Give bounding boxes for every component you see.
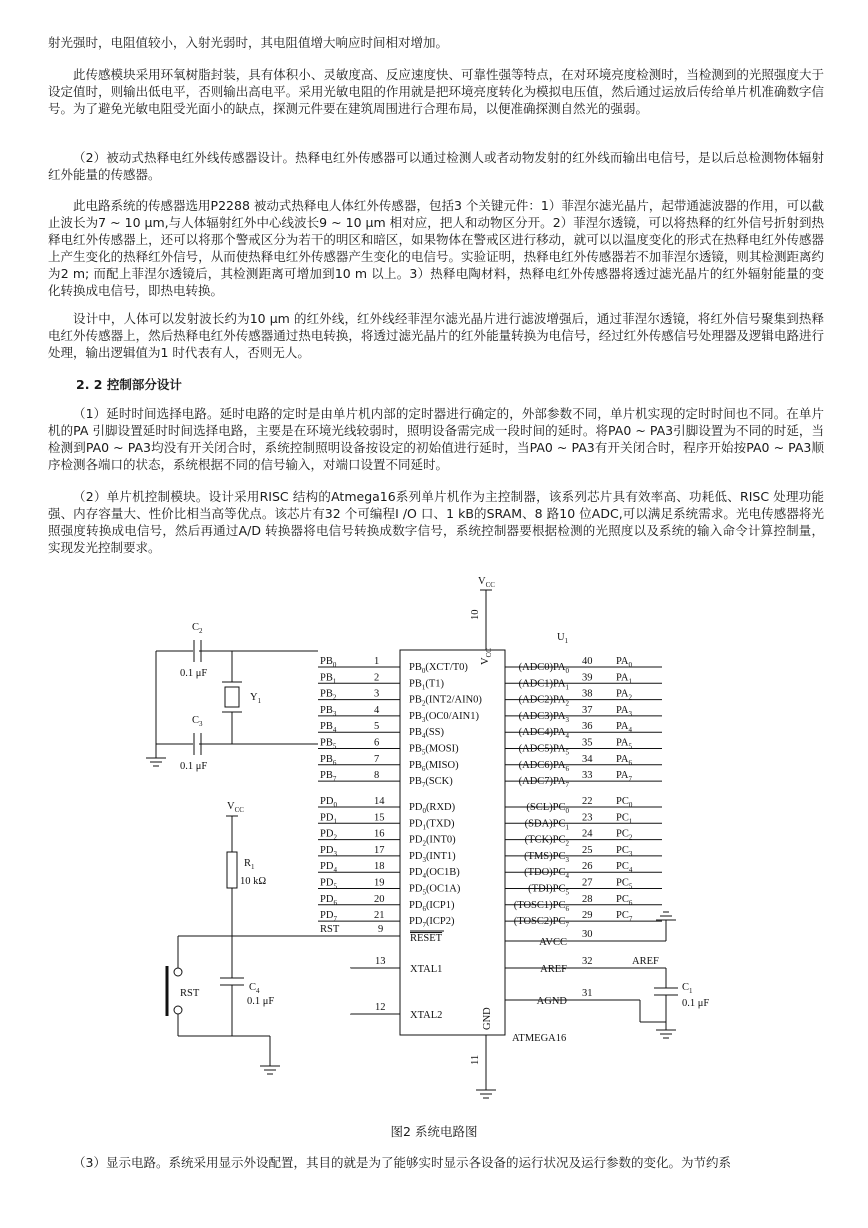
pin-number: 23: [582, 812, 593, 824]
net-label: $PB_0$: [320, 656, 337, 669]
pin-function: $PB_3(OC0/AIN1)$: [409, 710, 480, 724]
pin-number: 16: [374, 828, 385, 840]
pin-function: $(TDI)PC_5$: [528, 883, 569, 897]
left-pin-1: [318, 656, 468, 675]
paragraph-8: （3）显示电路。系统采用显示外设配置，其目的就是为了能够实时显示各设备的运行状况及运行参数的变化。为节约系: [73, 1155, 731, 1170]
net-label: $PA_4$: [616, 721, 632, 735]
c2-ref: $C_2$: [192, 622, 203, 635]
left-pin-2: [318, 672, 445, 691]
net-label: $PB_5$: [320, 737, 337, 751]
paragraph-6: （1）延时时间选择电路。延时电路的定时是由单片机内部的定时器进行确定的，外部参数不同，单片机实现的定时时间也不同。在单片机的PA 引脚设置延时时间选择电路，主要是在环境光线较弱时，照明设备需完成一段时间的延时。将PA0 ~ PA3引脚设置为不同的时延，当检测到PA0 ~ PA3均没有开关闭合时，系统控制照明设备按设定的初始值进行延时，当PA0 ~ PA3有开关闭合时，程序开始按PA0 ~ PA3顺序检测各端口的状态，系统根据不同的信号输入，对端口设置不同延时。: [48, 406, 824, 472]
pin-function: $(TOSC1)PC_6$: [513, 899, 569, 913]
paragraph-2: 此传感模块采用环氧树脂封装，具有体积小、灵敏度高、反应速度快、可靠性强等特点，在对环境亮度检测时，当检测到的光照强度大于设定值时，则输出低电平，否则输出高电平。采用光敏电阻的作用就是把环境亮度转化为模拟电压值，然后通过运放后传给单片机准确数字信号。为了避免光敏电阻受光面小的缺点，探测元件要在建筑周围进行合理布局，以便准确探测自然光的强弱。: [48, 67, 824, 116]
pin-number: 37: [582, 704, 593, 716]
right-pin-33: [505, 770, 662, 789]
pin-number: 17: [374, 844, 385, 856]
pin-number: 39: [582, 672, 593, 684]
pin-number: 4: [374, 704, 380, 716]
net-label: $PD_3$: [320, 844, 337, 858]
net-label: $PB_7$: [320, 770, 337, 784]
pin-function: $(ADC0)PA_0$: [518, 662, 569, 675]
net-label: $PD_1$: [320, 812, 337, 826]
pin-function: $(ADC7)PA_7$: [518, 776, 569, 790]
pin-function: $(ADC6)PA_6$: [518, 759, 569, 773]
pin-number: 6: [374, 737, 380, 749]
net-label: $PC_7$: [616, 910, 633, 924]
pin-number: 15: [374, 812, 385, 824]
paragraph-4: 此电路系统的传感器选用P2288 被动式热释电人体红外传感器，包括3 个关键元件：1）菲涅尔滤光晶片，起带通滤波器的作用，可以截止波长为7 ~ 10 μm,与人体辐射红外中心线波长9 ~ 10 μm 相对应，把人和动物区分开。2）菲涅尔透镜，可以将热释的红外信号折射到热释电红外传感器上，还可以将那个警戒区分为若干的明区和暗区，如果物体在警戒区进行移动，就可以以温度变化的形式在热释电红外传感器上产生变化的热释红外信号，从而使热释电红外传感器产生变化的电信号。实验证明，热释电红外传感器若不加菲涅尔透镜，则其检测距离约为2 m; 而配上菲涅尔透镜后，其检测距离可增加到10 m 以上。3）热释电陶材料，热释电红外传感器将透过滤光晶片的红外辐射能量的变化转换成电信号，即热电转换。: [48, 198, 824, 298]
right-pin-group: [505, 656, 662, 929]
c3-ref: $C_3$: [192, 715, 203, 728]
pin-number: 27: [582, 877, 593, 889]
pin-number: 24: [582, 828, 593, 840]
pin-number: 34: [582, 753, 593, 765]
pin-number: 29: [582, 910, 593, 922]
chip-ref: $U_1$: [557, 632, 569, 645]
aref-net-label: AREF: [632, 956, 659, 967]
pin-number: 22: [582, 796, 593, 807]
pin-number: 2: [374, 672, 380, 684]
c1-ref: $C_1$: [682, 982, 693, 995]
pin-number: 8: [374, 770, 380, 782]
gnd-pin-number: 11: [470, 1054, 481, 1065]
vcc-rst-label: $V_{CC}$: [227, 801, 244, 814]
aref-label: AREF: [540, 964, 567, 975]
net-label: $PC_0$: [616, 796, 633, 809]
net-label: $PB_3$: [320, 704, 337, 718]
left-pin-17: [318, 845, 456, 864]
left-pin-15: [318, 812, 455, 831]
system-circuit-diagram: [0, 560, 868, 1120]
pin-function: $PB_1(T1)$: [409, 678, 445, 692]
pin-number: 36: [582, 721, 593, 733]
vcc-internal-label: $V_{CC}$: [480, 648, 493, 665]
pin-function: $PD_4(OC1B)$: [409, 867, 460, 881]
xtal1-pin-number: 13: [375, 956, 386, 967]
net-label: $PA_3$: [616, 704, 632, 718]
left-pin-16: [318, 829, 456, 848]
net-label: $PC_6$: [616, 893, 633, 907]
xtal1-label: XTAL1: [410, 964, 443, 975]
net-label: $PB_1$: [320, 672, 337, 686]
net-label: $PC_2$: [616, 828, 633, 842]
pin-function: $PB_7(SCK)$: [409, 776, 453, 790]
r1-ref: $R_1$: [244, 858, 255, 871]
pin-number: 40: [582, 656, 593, 667]
pin-function: $(ADC5)PA_5$: [518, 743, 569, 757]
pin-function: $(SDA)PC_1$: [524, 818, 569, 832]
reset-pin-number: 9: [378, 924, 384, 935]
pin-number: 3: [374, 688, 380, 700]
rst-net-label: RST: [320, 924, 340, 935]
pin-function: $PB_6(MISO)$: [409, 759, 459, 773]
pin-number: 38: [582, 688, 593, 700]
net-label: $PD_2$: [320, 828, 337, 842]
net-label: $PD_6$: [320, 893, 337, 907]
net-label: $PA_2$: [616, 688, 632, 702]
pin-function: $PD_0(RXD)$: [409, 802, 456, 815]
net-label: $PA_5$: [616, 737, 632, 751]
net-label: $PC_3$: [616, 844, 633, 858]
section-heading: 2. 2 控制部分设计: [76, 377, 182, 392]
net-label: $PC_5$: [616, 877, 633, 891]
pin-number: 19: [374, 877, 385, 889]
pin-number: 20: [374, 893, 385, 905]
c4-ref: $C_4$: [249, 982, 260, 995]
net-label: $PD_0$: [320, 796, 337, 809]
net-label: $PB_6$: [320, 753, 337, 767]
net-label: $PC_4$: [616, 861, 633, 875]
vcc-pin-number: 10: [470, 609, 481, 620]
xtal2-label: XTAL2: [410, 1010, 443, 1021]
pin-function: $(TMS)PC_3$: [524, 850, 569, 864]
paragraph-5: 设计中，人体可以发射波长约为10 μm 的红外线，红外线经菲涅尔滤光晶片进行滤波增强后，通过菲涅尔透镜，将红外信号聚集到热释电红外传感器上，然后热释电红外传感器通过热电转换，将透过滤光晶片的红外能量转换为电信号，经过红外传感信号处理器及逻辑电路进行处理，输出逻辑值为1 时代表有人，否则无人。: [48, 311, 824, 360]
pin-number: 28: [582, 893, 593, 905]
pin-function: $(TOSC2)PC_7$: [513, 916, 569, 930]
pin-function: $(TCK)PC_2$: [524, 834, 569, 848]
pin-number: 26: [582, 861, 593, 873]
pin-function: $PB_2(INT2/AIN0)$: [409, 694, 482, 708]
net-label: $PD_4$: [320, 861, 337, 875]
pin-number: 21: [374, 910, 385, 922]
pin-number: 7: [374, 753, 380, 765]
left-pin-5: [318, 721, 445, 740]
left-pin-6: [318, 738, 459, 757]
pin-function: $PD_1(TXD)$: [409, 818, 455, 832]
net-label: $PA_6$: [616, 753, 632, 767]
pin-function: $(ADC4)PA_4$: [518, 727, 569, 741]
pin-function: $PD_7(ICP2)$: [409, 916, 455, 930]
pin-function: $(SCL)PC_0$: [526, 802, 569, 815]
pin-number: 25: [582, 844, 593, 856]
rst-switch-label: RST: [180, 988, 200, 999]
vcc-top-label: $V_{CC}$: [478, 576, 495, 589]
left-pin-19: [318, 878, 461, 897]
pin-function: $PD_6(ICP1)$: [409, 899, 455, 913]
left-pin-4: [318, 705, 480, 724]
pin-function: $(ADC2)PA_2$: [518, 694, 569, 708]
right-pin-29: [505, 910, 662, 929]
net-label: $PB_4$: [320, 721, 337, 735]
pin-function: $PD_3(INT1)$: [409, 850, 456, 864]
c2-value: 0.1 μF: [180, 668, 208, 679]
pin-function: $(ADC3)PA_3$: [518, 710, 569, 724]
pin-number: 33: [582, 770, 593, 782]
pin-number: 5: [374, 721, 380, 733]
xtal2-pin-number: 12: [375, 1002, 386, 1013]
left-pin-20: [318, 894, 455, 913]
net-label: $PC_1$: [616, 812, 633, 826]
r1-value: 10 kΩ: [240, 876, 267, 887]
aref-pin-number: 32: [582, 956, 593, 967]
agnd-label: AGND: [536, 996, 567, 1007]
paragraph-3: （2）被动式热释电红外线传感器设计。热释电红外传感器可以通过检测人或者动物发射的红外线而输出电信号，是以后总检测物体辐射红外能量的传感器。: [48, 150, 824, 182]
c1-value: 0.1 μF: [682, 998, 710, 1009]
net-label: $PD_5$: [320, 877, 337, 891]
net-label: $PB_2$: [320, 688, 337, 702]
c4-value: 0.1 μF: [247, 996, 275, 1007]
figure-caption: 图2 系统电路图: [390, 1124, 478, 1139]
chip-name: ATMEGA16: [512, 1033, 567, 1044]
pin-function: $PB_5(MOSI)$: [409, 743, 459, 757]
pin-number: 1: [374, 656, 380, 667]
agnd-pin-number: 31: [582, 988, 593, 999]
paragraph-1: 射光强时，电阻值较小，入射光弱时，其电阻值增大响应时间相对增加。: [48, 35, 449, 50]
pin-function: $PD_2(INT0)$: [409, 834, 456, 848]
left-pin-8: [318, 770, 453, 789]
pin-function: $PD_5(OC1A)$: [409, 883, 461, 897]
pin-function: $PB_0(XCT/T0)$: [409, 662, 468, 675]
reset-pin-label: RESET: [410, 933, 443, 944]
left-pin-18: [318, 861, 460, 880]
net-label: $PA_0$: [616, 656, 632, 669]
pin-number: 35: [582, 737, 593, 749]
net-label: $PA_7$: [616, 770, 632, 784]
pin-number: 14: [374, 796, 385, 807]
net-label: $PD_7$: [320, 910, 337, 924]
pin-function: $(ADC1)PA_1$: [518, 678, 569, 692]
c3-value: 0.1 μF: [180, 761, 208, 772]
avcc-pin-number: 30: [582, 929, 593, 940]
pin-function: $PB_4(SS)$: [409, 727, 445, 741]
left-pin-14: [318, 796, 456, 815]
gnd-label: GND: [482, 1007, 493, 1030]
pin-function: $(TDO)PC_4$: [524, 867, 569, 881]
net-label: $PA_1$: [616, 672, 632, 686]
crystal-ref: $Y_1$: [250, 692, 262, 705]
paragraph-7: （2）单片机控制模块。设计采用RISC 结构的Atmega16系列单片机作为主控制器，该系列芯片具有效率高、功耗低、RISC 处理功能强、内存容量大、性价比相当高等优点。该芯片有32 个可编程I /O 口、1 kB的SRAM、8 路10 位ADC,可以满足系统需求。光电传感器将光照强度转换成电信号，然后再通过A/D 转换器将电信号转换成数字信号，系统控制器要根据检测的光照度以及系统的输入命令计算控制量，实现发光控制要求。: [48, 489, 824, 555]
left-pin-7: [318, 754, 459, 773]
pin-number: 18: [374, 861, 385, 873]
avcc-label: AVCC: [539, 937, 567, 948]
